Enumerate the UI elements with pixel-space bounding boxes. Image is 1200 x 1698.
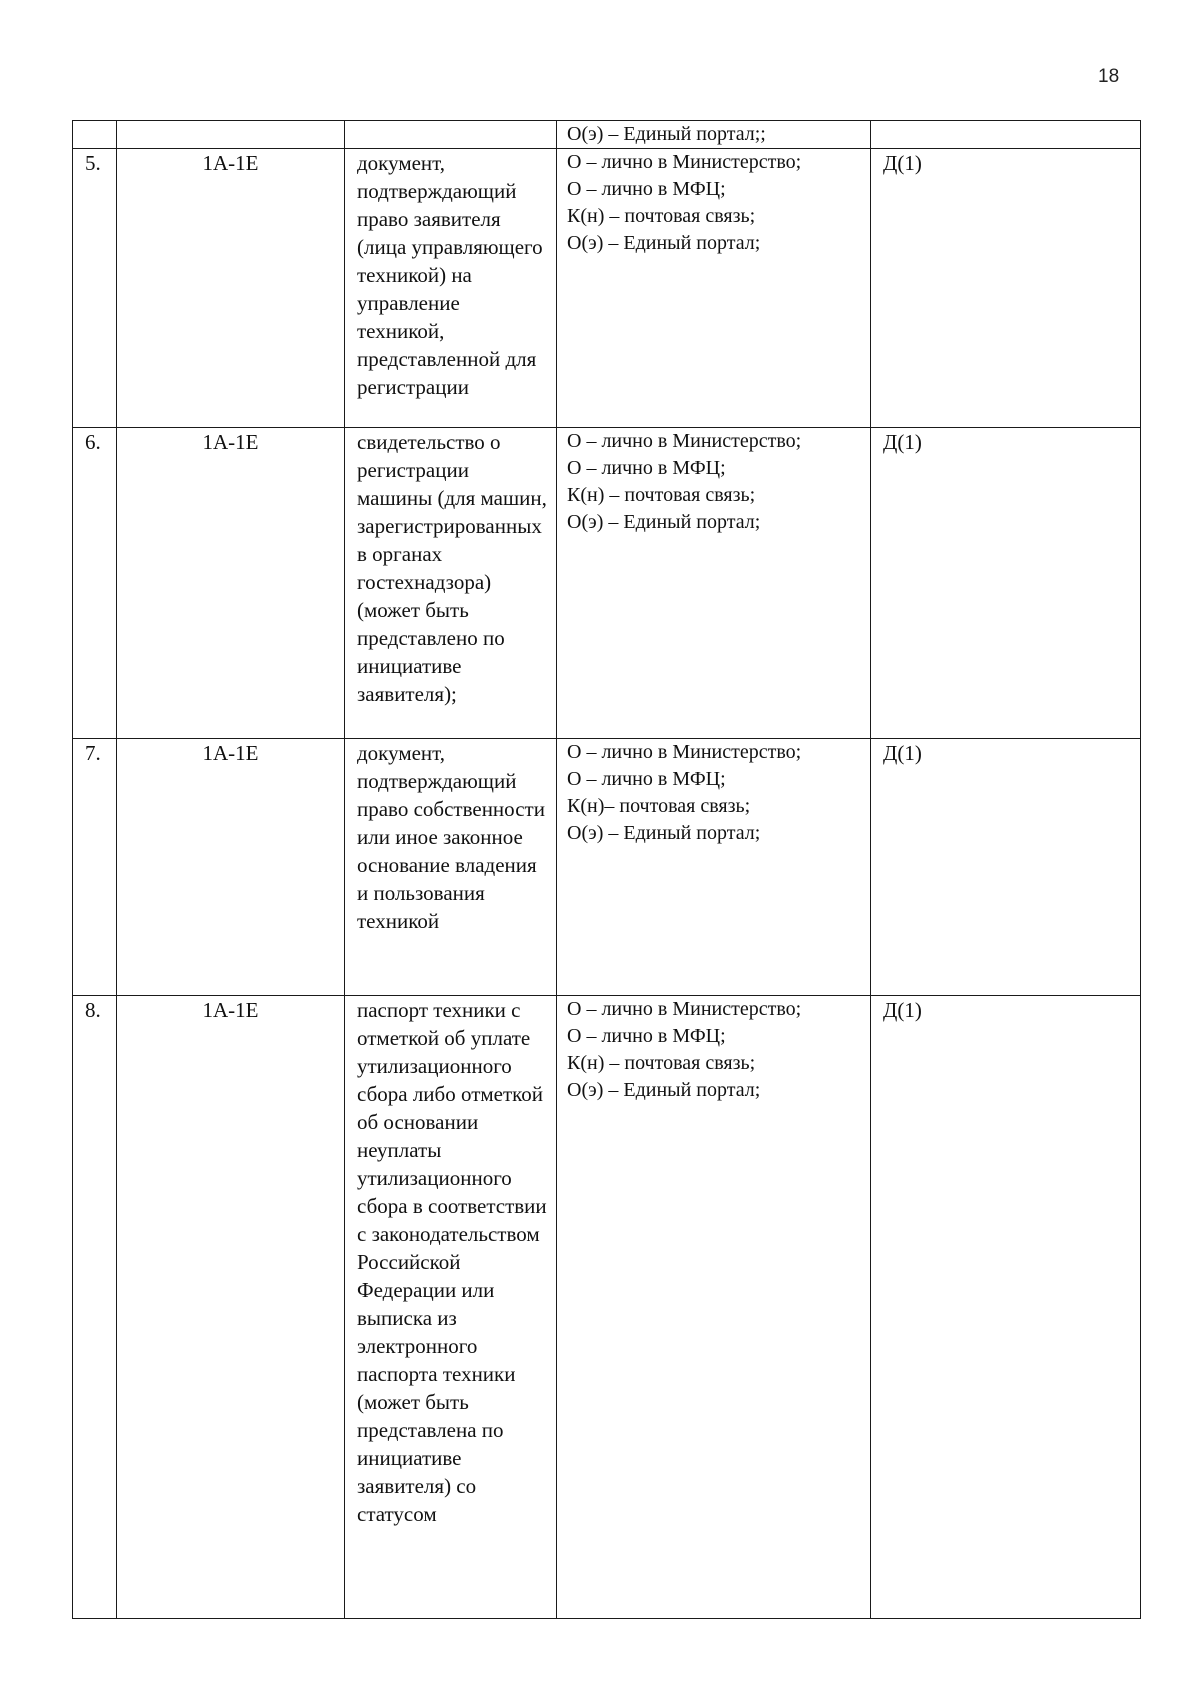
table-row bbox=[73, 428, 1141, 739]
way-item: К(н) – почтовая связь; bbox=[567, 484, 756, 506]
cell-req: Д(1) bbox=[871, 428, 1141, 739]
cell-document bbox=[345, 121, 557, 149]
way-item: О – лично в МФЦ; bbox=[567, 768, 726, 790]
cell-num: 6. bbox=[73, 428, 117, 739]
way-item: О – лично в МФЦ; bbox=[567, 457, 726, 479]
cell-num: 5. bbox=[73, 149, 117, 428]
way-item: К(н) – почтовая связь; bbox=[567, 205, 756, 227]
table-row bbox=[73, 996, 1141, 1619]
cell-num: 7. bbox=[73, 739, 117, 996]
cell-document bbox=[345, 739, 557, 996]
way-item: О(э) – Единый портал; bbox=[567, 232, 761, 254]
table-row bbox=[73, 739, 1141, 996]
document-text: свидетельство о регистрации машины (для машин, зарегистрированных в органах гостехнадзора) (может быть представлено по инициативе заявителя); bbox=[357, 430, 547, 706]
way-item: О(э) – Единый портал;; bbox=[567, 123, 766, 145]
cell-document bbox=[345, 996, 557, 1619]
cell-code: 1А-1Е bbox=[117, 149, 345, 428]
cell-ways bbox=[557, 996, 871, 1619]
table-row-carryover bbox=[73, 121, 1141, 149]
documents-table bbox=[72, 120, 1141, 1619]
cell-req: Д(1) bbox=[871, 739, 1141, 996]
cell-num: 8. bbox=[73, 996, 117, 1619]
way-item: К(н)– почтовая связь; bbox=[567, 795, 751, 817]
document-text: документ, подтверждающий право заявителя (лица управляющего техникой) на управление техникой, представленной для регистрации bbox=[357, 151, 543, 399]
way-item: О – лично в Министерство; bbox=[567, 151, 802, 173]
cell-ways bbox=[557, 739, 871, 996]
way-item: К(н) – почтовая связь; bbox=[567, 1052, 756, 1074]
way-item: О(э) – Единый портал; bbox=[567, 822, 761, 844]
cell-ways bbox=[557, 121, 871, 149]
table-row bbox=[73, 149, 1141, 428]
way-item: О(э) – Единый портал; bbox=[567, 1079, 761, 1101]
document-text: документ, подтверждающий право собственности или иное законное основание владения и пользования техникой bbox=[357, 741, 545, 933]
cell-document bbox=[345, 149, 557, 428]
way-item: О(э) – Единый портал; bbox=[567, 511, 761, 533]
way-item: О – лично в Министерство; bbox=[567, 430, 802, 452]
way-item: О – лично в МФЦ; bbox=[567, 178, 726, 200]
page-number: 18 bbox=[1098, 66, 1120, 87]
cell-ways bbox=[557, 149, 871, 428]
way-item: О – лично в Министерство; bbox=[567, 998, 802, 1020]
cell-req bbox=[871, 121, 1141, 149]
cell-code: 1А-1Е bbox=[117, 428, 345, 739]
cell-num bbox=[73, 121, 117, 149]
cell-code bbox=[117, 121, 345, 149]
cell-ways bbox=[557, 428, 871, 739]
cell-document bbox=[345, 428, 557, 739]
cell-code: 1А-1Е bbox=[117, 739, 345, 996]
way-item: О – лично в Министерство; bbox=[567, 741, 802, 763]
cell-code: 1А-1Е bbox=[117, 996, 345, 1619]
cell-req: Д(1) bbox=[871, 996, 1141, 1619]
cell-req: Д(1) bbox=[871, 149, 1141, 428]
document-text: паспорт техники с отметкой об уплате утилизационного сбора либо отметкой об основании неуплаты утилизационного сбора в соответствии с законодательством Российской Федерации или выписка из электронного паспорта техники (может быть представлена по инициативе заявителя) со статусом bbox=[357, 998, 547, 1526]
way-item: О – лично в МФЦ; bbox=[567, 1025, 726, 1047]
